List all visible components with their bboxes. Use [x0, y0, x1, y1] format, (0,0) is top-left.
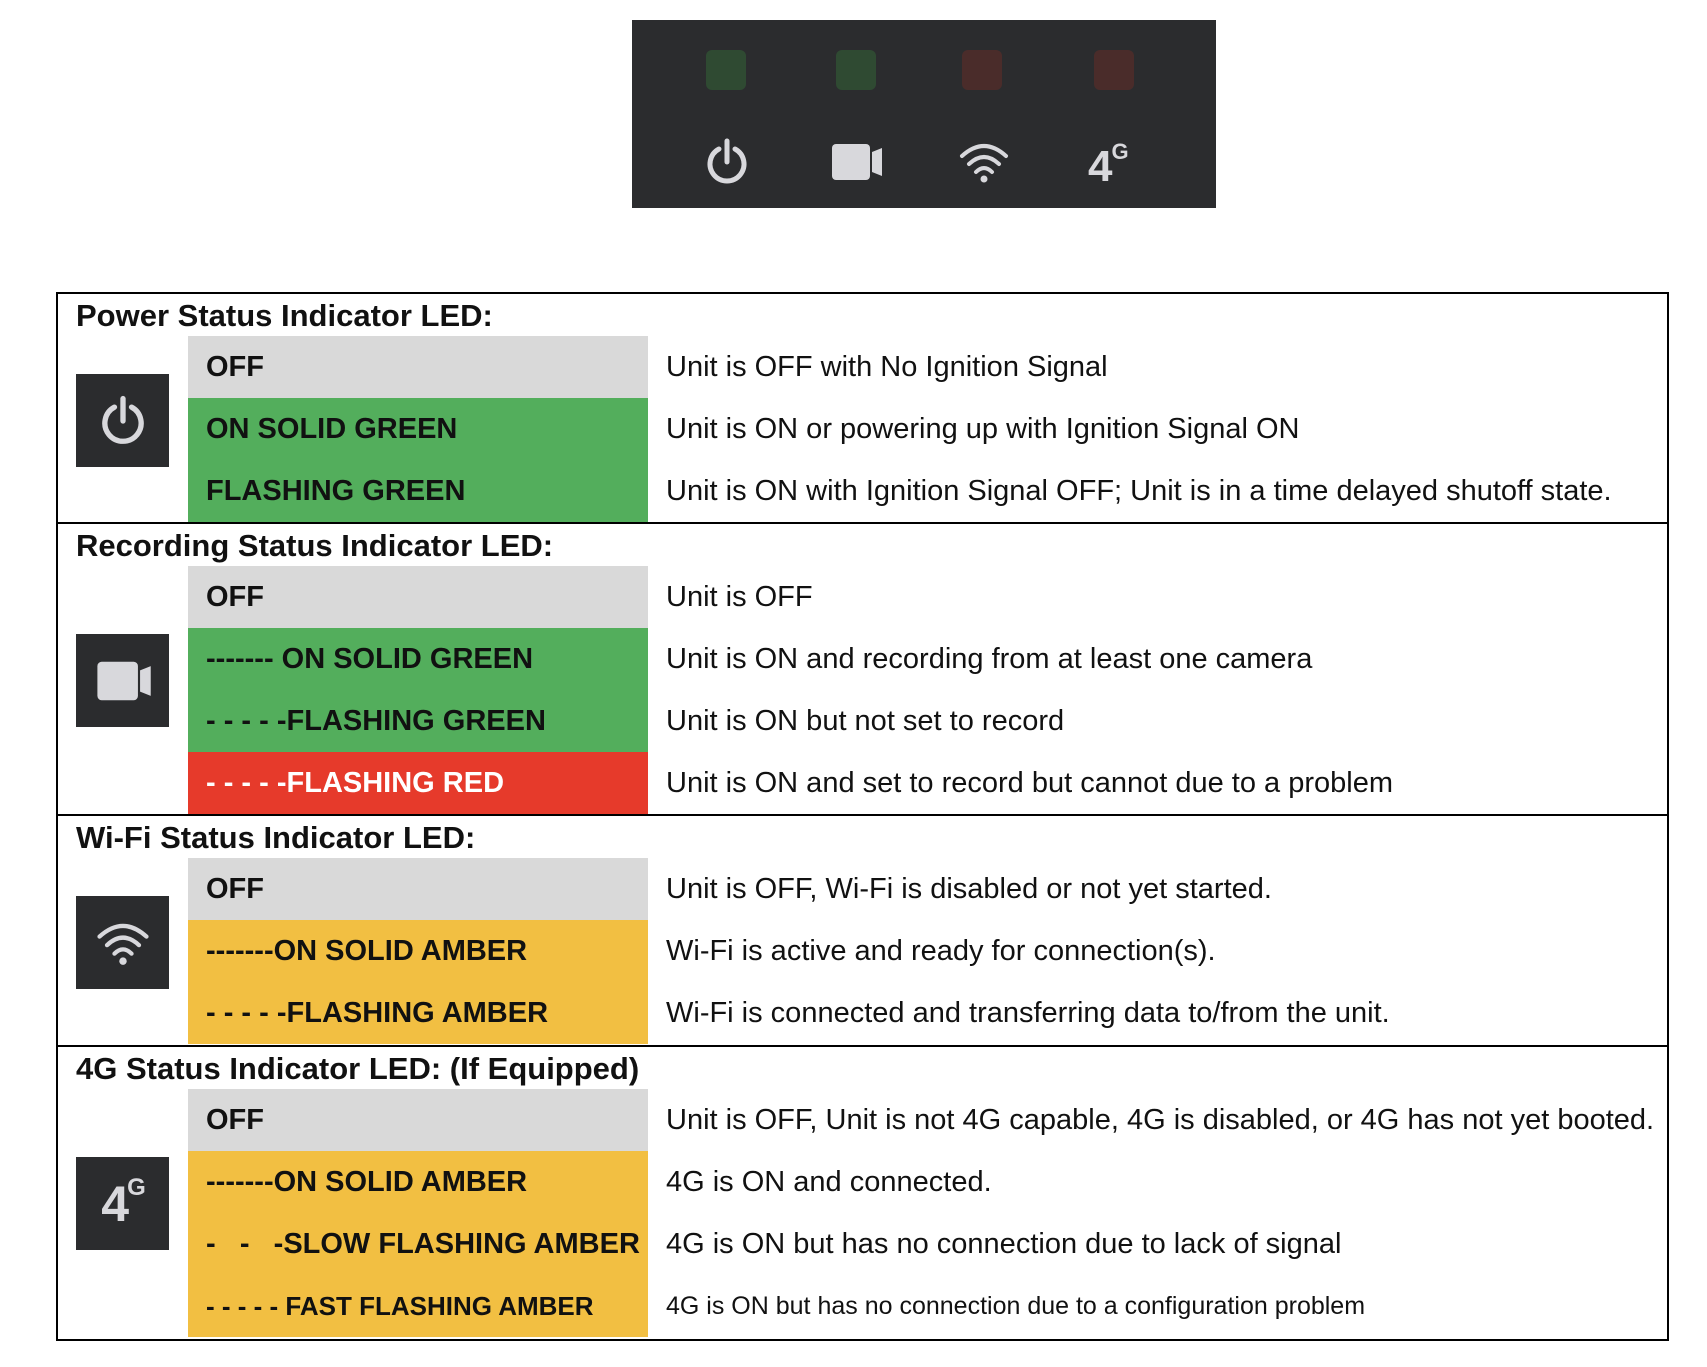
state-label: - - -SLOW FLASHING AMBER [188, 1213, 648, 1275]
section-title: Wi-Fi Status Indicator LED: [76, 820, 476, 855]
power-icon [76, 374, 169, 467]
wifi-section [58, 816, 1667, 1047]
4g-icon [76, 1157, 169, 1250]
state-description: Unit is OFF, Wi-Fi is disabled or not yet started. [666, 872, 1272, 905]
section-title: Power Status Indicator LED: [76, 298, 493, 333]
state-label: - - - - -FLASHING RED [188, 752, 648, 814]
state-description: Unit is ON with Ignition Signal OFF; Unit is in a time delayed shutoff state. [666, 474, 1612, 507]
state-description: Unit is OFF, Unit is not 4G capable, 4G is disabled, or 4G has not yet booted. [666, 1103, 1655, 1136]
state-label: ON SOLID GREEN [188, 398, 648, 460]
4g-icon-letter: G [127, 1173, 144, 1201]
state-description: Wi-Fi is connected and transferring data to/from the unit. [666, 996, 1390, 1029]
state-description: Unit is ON and recording from at least one camera [666, 642, 1313, 675]
section-title: Recording Status Indicator LED: [76, 528, 554, 563]
camera-icon [76, 634, 169, 727]
4g-icon-letter: G [1111, 139, 1128, 165]
state-description: Wi-Fi is active and ready for connection(s). [666, 934, 1216, 967]
state-description: 4G is ON but has no connection due to lack of signal [666, 1227, 1342, 1260]
state-label: - - - - - FAST FLASHING AMBER [188, 1275, 648, 1337]
status-row [188, 1089, 1667, 1151]
status-row [188, 690, 1667, 752]
power-led [706, 50, 746, 90]
4g-section [58, 1047, 1667, 1339]
led-panel [632, 20, 1216, 208]
status-row [188, 858, 1667, 920]
status-row [188, 336, 1667, 398]
state-description: Unit is OFF [666, 580, 813, 613]
state-label: OFF [188, 858, 648, 920]
state-label: OFF [188, 1089, 648, 1151]
4g-led [1094, 50, 1134, 90]
status-row [188, 1151, 1667, 1213]
state-description: 4G is ON and connected. [666, 1165, 992, 1198]
recording-section [58, 524, 1667, 816]
status-row [188, 920, 1667, 982]
status-row [188, 566, 1667, 628]
state-label: - - - - -FLASHING AMBER [188, 982, 648, 1044]
power-section [58, 294, 1667, 524]
4g-icon [1088, 139, 1128, 192]
wifi-icon [954, 132, 1014, 192]
state-label: -------ON SOLID AMBER [188, 1151, 648, 1213]
state-label: FLASHING GREEN [188, 460, 648, 522]
wifi-led [962, 50, 1002, 90]
led-status-table [56, 292, 1669, 1341]
wifi-icon [76, 896, 169, 989]
status-row [188, 628, 1667, 690]
power-icon [697, 132, 757, 192]
status-row [188, 1213, 1667, 1275]
state-label: -------ON SOLID AMBER [188, 920, 648, 982]
state-label: ------- ON SOLID GREEN [188, 628, 648, 690]
state-description: Unit is ON and set to record but cannot due to a problem [666, 766, 1394, 799]
status-row [188, 1275, 1667, 1337]
state-description: Unit is ON but not set to record [666, 704, 1065, 737]
status-row [188, 982, 1667, 1044]
state-description: Unit is ON or powering up with Ignition Signal ON [666, 412, 1300, 445]
4g-icon-text [101, 1175, 143, 1233]
4g-icon-number: 4 [1088, 142, 1112, 191]
state-label: - - - - -FLASHING GREEN [188, 690, 648, 752]
section-title: 4G Status Indicator LED: (If Equipped) [76, 1051, 640, 1086]
state-description: 4G is ON but has no connection due to a configuration problem [666, 1291, 1366, 1320]
camera-icon [826, 132, 886, 192]
4g-icon-number: 4 [101, 1175, 128, 1232]
status-row [188, 398, 1667, 460]
status-row [188, 752, 1667, 814]
status-row [188, 460, 1667, 522]
recording-led [836, 50, 876, 90]
state-description: Unit is OFF with No Ignition Signal [666, 350, 1108, 383]
state-label: OFF [188, 566, 648, 628]
state-label: OFF [188, 336, 648, 398]
